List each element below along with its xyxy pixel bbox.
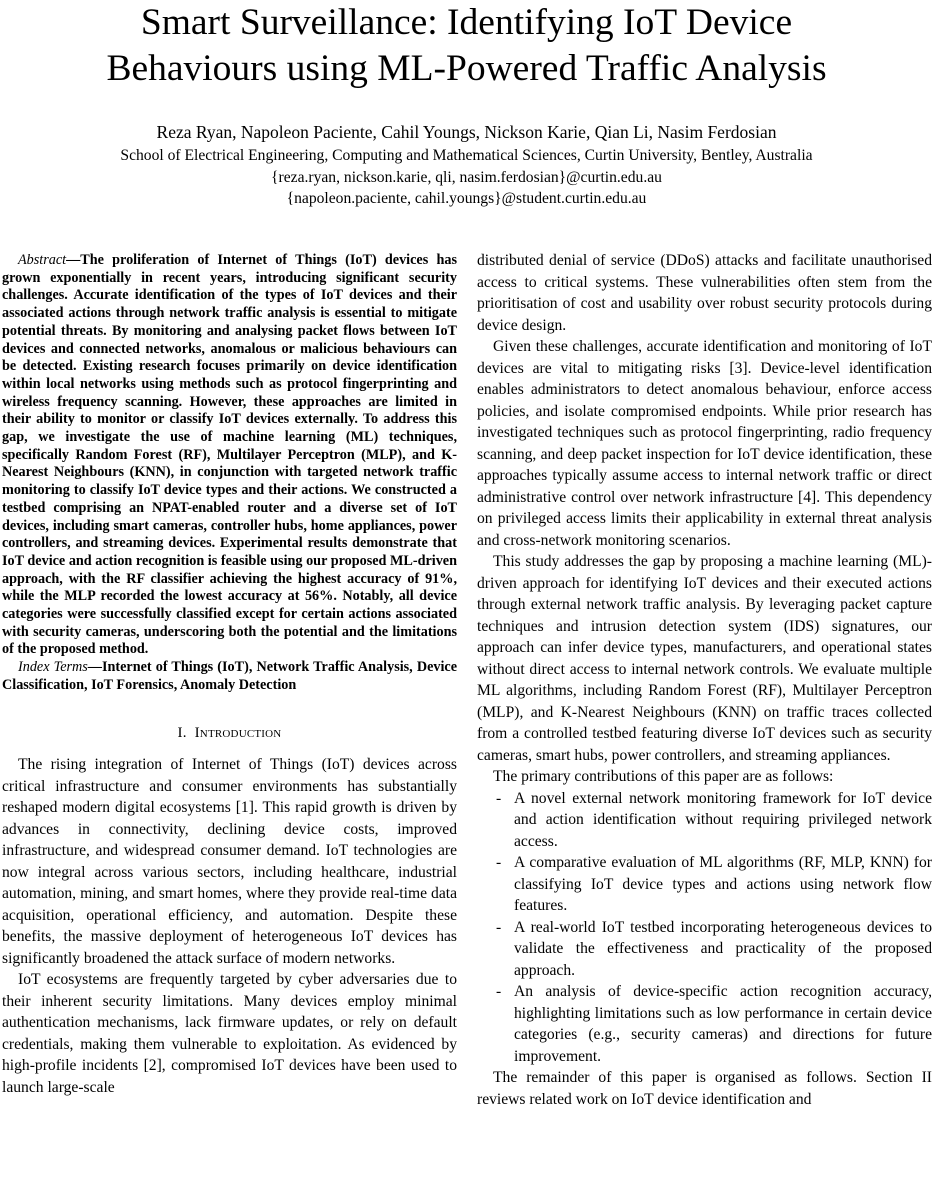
abstract-text: —The proliferation of Internet of Things (IoT) devices has grown exponentially in recent years, introducing significant security challenges. Accurate identification of the types of IoT devices and their associated actions through network traffic analysis is essential to mitigate potential threats. By monitoring and analysing packet flows between IoT devices and connected networks, anomalous or malicious behaviours can be detected. Existing research focuses primarily on device identification within local networks using methods such as protocol fingerprinting and wireless frequency scanning. However, these approaches are limited in their ability to monitor or classify IoT devices externally. To address this gap, we investigate the use of machine learning (ML) techniques, specifically Random Forest (RF), Multilayer Perceptron (MLP), and K-Nearest Neighbours (KNN), in conjunction with targeted network traffic monitoring to classify IoT device types and their actions. We constructed a testbed comprising an NPAT-enabled router and a diverse set of IoT devices, including smart cameras, controller hubs, home appliances, power controllers, and streaming devices. Experimental results demonstrate that IoT device and action recognition is feasible using our proposed ML-driven approach, with the RF classifier achieving the highest accuracy of 91%, while the MLP recorded the lowest accuracy at 56%. Notably, all device categories were successfully classified except for certain actions associated with security cameras, underscoring both the potential and the limitations of the proposed method.	[2, 252, 457, 658]
contribution-text-3: A real-world IoT testbed incorporating heterogeneous devices to validate the effectiveness and practicality of the proposed approach.	[514, 918, 932, 979]
abstract-label: Abstract	[18, 252, 67, 268]
right-column	[477, 250, 932, 1110]
index-terms-text: —Internet of Things (IoT), Network Traffic Analysis, Device Classification, IoT Forensics, Anomaly Detection	[2, 659, 457, 693]
list-item	[477, 981, 932, 1067]
list-item	[477, 852, 932, 917]
closing-paragraph: The remainder of this paper is organised as follows. Section II reviews related work on IoT device identification and	[477, 1069, 932, 1108]
bullet-icon: -	[496, 983, 502, 1000]
affiliation-email-2: {napoleon.paciente, cahil.youngs}@student.curtin.edu.au	[286, 190, 647, 207]
paper-title	[0, 0, 933, 92]
right-paragraph-2: Given these challenges, accurate identification and monitoring of IoT devices are vital to mitigating risks [3]. Device-level identification enables administrators to detect anomalous behaviour, enforce access policies, and isolate compromised endpoints. While prior research has investigated techniques such as protocol fingerprinting, radio frequency scanning, and deep packet inspection for IoT device identification, these approaches typically assume access to internal network traffic or direct administrative control over network infrastructure [4]. This dependency on privileged access limits their applicability in external threat analysis and cross-network monitoring scenarios.	[477, 338, 932, 549]
abstract	[2, 252, 457, 659]
section-title: Introduction	[194, 724, 282, 741]
bullet-icon: -	[496, 854, 502, 871]
right-paragraph-3: This study addresses the gap by proposing a machine learning (ML)-driven approach for identifying IoT devices and their executed actions through external network traffic analysis. By leveraging packet capture techniques and intrusion detection system (IDS) signatures, our approach can infer device types, manufacturers, and operational states without direct access to internal network controls. We evaluate multiple ML algorithms, including Random Forest (RF), Multilayer Perceptron (MLP), and K-Nearest Neighbours (KNN) on traffic traces collected from a controlled testbed featuring diverse IoT devices such as security cameras, smart hubs, power controllers, and streaming appliances.	[477, 553, 932, 764]
index-terms	[2, 659, 457, 694]
affiliation-email-1: {reza.ryan, nickson.karie, qli, nasim.ferdosian}@curtin.edu.au	[271, 168, 662, 186]
list-item	[477, 788, 932, 853]
index-terms-label: Index Terms	[18, 659, 88, 676]
author-list: Reza Ryan, Napoleon Paciente, Cahil Youngs, Nickson Karie, Qian Li, Nasim Ferdosian	[156, 122, 777, 142]
left-column	[2, 252, 457, 1098]
affiliation-block	[0, 145, 933, 210]
section-number: I.	[177, 724, 187, 741]
title-line-1: Smart Surveillance: Identifying IoT Device	[140, 2, 793, 43]
intro-paragraph-2: IoT ecosystems are frequently targeted by cyber adversaries due to their inherent security limitations. Many devices employ minimal authentication mechanisms, lack firmware updates, or rely on default credentials, making them vulnerable to exploitation. As evidenced by high-profile incidents [2], compromised IoT devices have been used to launch large-scale	[2, 971, 457, 1096]
contributions-intro: The primary contributions of this paper are as follows:	[493, 768, 834, 785]
title-line-2: Behaviours using ML-Powered Traffic Analysis	[106, 48, 827, 89]
contributions-list	[477, 788, 932, 1068]
affiliation-school: School of Electrical Engineering, Computing and Mathematical Sciences, Curtin University, Bentley, Australia	[120, 147, 813, 164]
contribution-text-2: A comparative evaluation of ML algorithms (RF, MLP, KNN) for classifying IoT device types and actions using network flow features.	[514, 854, 932, 914]
right-paragraph-1: distributed denial of service (DDoS) attacks and facilitate unauthorised access to critical systems. These vulnerabilities often stem from the prioritisation of cost and usability over robust security protocols during device design.	[477, 252, 932, 334]
intro-paragraph-1: The rising integration of Internet of Things (IoT) devices across critical infrastructure and consumer environments has substantially reshaped modern digital ecosystems [1]. This rapid growth is driven by advances in connectivity, declining device costs, improved infrastructure, and widespread consumer demand. IoT technologies are now integral across various sectors, including healthcare, industrial automation, mining, and smart homes, where they provide real-time data acquisition, operational efficiency, and automation. Despite these benefits, the massive deployment of heterogeneous IoT devices has significantly broadened the attack surface of modern networks.	[2, 756, 457, 967]
contribution-text-4: An analysis of device-specific action recognition accuracy, highlighting limitations such as low performance in certain device categories (e.g., security cameras) and directions for future improvement.	[514, 983, 932, 1065]
bullet-icon: -	[496, 918, 502, 936]
bullet-icon: -	[496, 789, 502, 807]
section-heading-introduction	[2, 723, 457, 745]
list-item	[477, 917, 932, 982]
contribution-text-1: A novel external network monitoring framework for IoT device and action identification without requiring privileged network access.	[514, 789, 932, 850]
